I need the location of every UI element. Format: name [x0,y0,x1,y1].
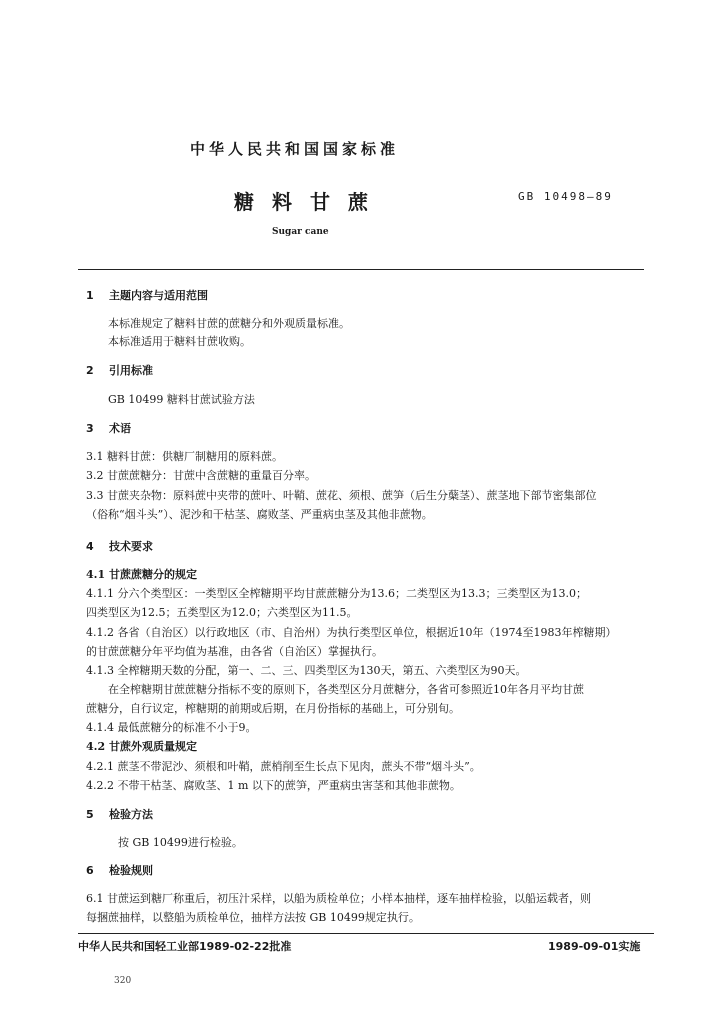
clause-4-1-2-line-2: 的甘蔗蔗糖分年平均值为基准，由各省（自治区）掌握执行。 [86,645,383,658]
effective-date: 1989-09-01实施 [548,940,641,953]
clause-4-1-1-line-1: 4.1.1 分六个类型区：一类型区全榨糖期平均甘蔗蔗糖分为13.6；二类型区为13.3；三类型区为13.0； [86,587,587,600]
document-title: 糖料甘蔗 [234,190,386,214]
clause-6-1-line-1: 6.1 甘蔗运到糖厂称重后，初压汁采样，以船为质检单位；小样本抽样，逐车抽样检验，以船运载者，则 [86,892,591,905]
clause-4-1-1-line-2: 四类型区为12.5；五类型区为12.0；六类型区为11.5。 [86,606,358,619]
subsection-4-2-heading: 4.2 甘蔗外观质量规定 [86,740,197,753]
section-6-number: 6 [86,864,94,877]
clause-6-1-line-2: 每捆蔗抽样，以整船为质检单位，抽样方法按 GB 10499规定执行。 [86,911,420,924]
section-1-paragraph-1: 本标准规定了糖料甘蔗的蔗糖分和外观质量标准。 [108,317,350,330]
approval-note: 中华人民共和国轻工业部1989-02-22批准 [78,940,292,953]
section-4-title: 技术要求 [108,540,153,553]
section-5-number: 5 [86,808,94,821]
english-subtitle: Sugar cane [272,227,329,237]
subsection-4-1-heading: 4.1 甘蔗蔗糖分的规定 [86,568,197,581]
clause-4-1-3-line-1: 4.1.3 全榨糖期天数的分配，第一、二、三、四类型区为130天，第五、六类型区为90天。 [86,664,527,677]
section-5-heading [86,808,153,822]
standard-code: GB 10498—89 [518,190,613,203]
footer-divider [78,933,654,934]
section-4-heading [86,540,153,554]
page-number: 320 [114,976,132,986]
section-3-title: 术语 [108,422,131,435]
section-1-paragraph-2: 本标准适用于糖料甘蔗收购。 [108,335,251,348]
section-4-number: 4 [86,540,94,553]
clause-4-1-4: 4.1.4 最低蔗糖分的标准不小于9。 [86,721,257,734]
header-divider [78,269,644,270]
section-2-number: 2 [86,364,94,377]
term-3-3-line-1: 3.3 甘蔗夹杂物：原料蔗中夹带的蔗叶、叶鞘、蔗花、须根、蔗笋（后生分蘖茎）、蔗茎地下部节密集部位 [86,489,597,502]
section-2-title: 引用标准 [108,364,153,377]
section-6-title: 检验规则 [108,864,153,877]
section-6-heading [86,864,153,878]
section-3-number: 3 [86,422,94,435]
clause-4-1-2-line-1: 4.1.2 各省（自治区）以行政地区（市、自治州）为执行类型区单位，根据近10年（1974至1983年榨糖期） [86,626,617,639]
clause-4-1-3-line-2: 在全榨糖期甘蔗蔗糖分指标不变的原则下，各类型区分月蔗糖分，各省可参照近10年各月平均甘蔗 [108,683,584,696]
section-2-heading [86,364,153,378]
term-3-3-line-2: （俗称“烟斗头”）、泥沙和干枯茎、腐败茎、严重病虫茎及其他非蔗物。 [86,508,433,521]
clause-4-2-1: 4.2.1 蔗茎不带泥沙、须根和叶鞘，蔗梢削至生长点下见肉，蔗头不带“烟斗头”。 [86,760,481,773]
term-3-2: 3.2 甘蔗蔗糖分：甘蔗中含蔗糖的重量百分率。 [86,469,316,482]
section-5-title: 检验方法 [108,808,153,821]
clause-4-1-3-line-3: 蔗糖分，自行议定，榨糖期的前期或后期，在月份指标的基础上，可分别旬。 [86,702,460,715]
section-1-number: 1 [86,289,94,302]
issuing-country-heading: 中华人民共和国国家标准 [190,140,400,158]
section-1-heading [86,289,208,303]
section-3-heading [86,422,131,436]
section-5-paragraph: 按 GB 10499进行检验。 [118,836,243,849]
term-3-1: 3.1 糖料甘蔗：供糖厂制糖用的原料蔗。 [86,450,283,463]
section-1-title: 主题内容与适用范围 [108,289,208,302]
clause-4-2-2: 4.2.2 不带干枯茎、腐败茎、1 m 以下的蔗笋，严重病虫害茎和其他非蔗物。 [86,779,461,792]
section-2-reference: GB 10499 糖料甘蔗试验方法 [108,393,255,406]
